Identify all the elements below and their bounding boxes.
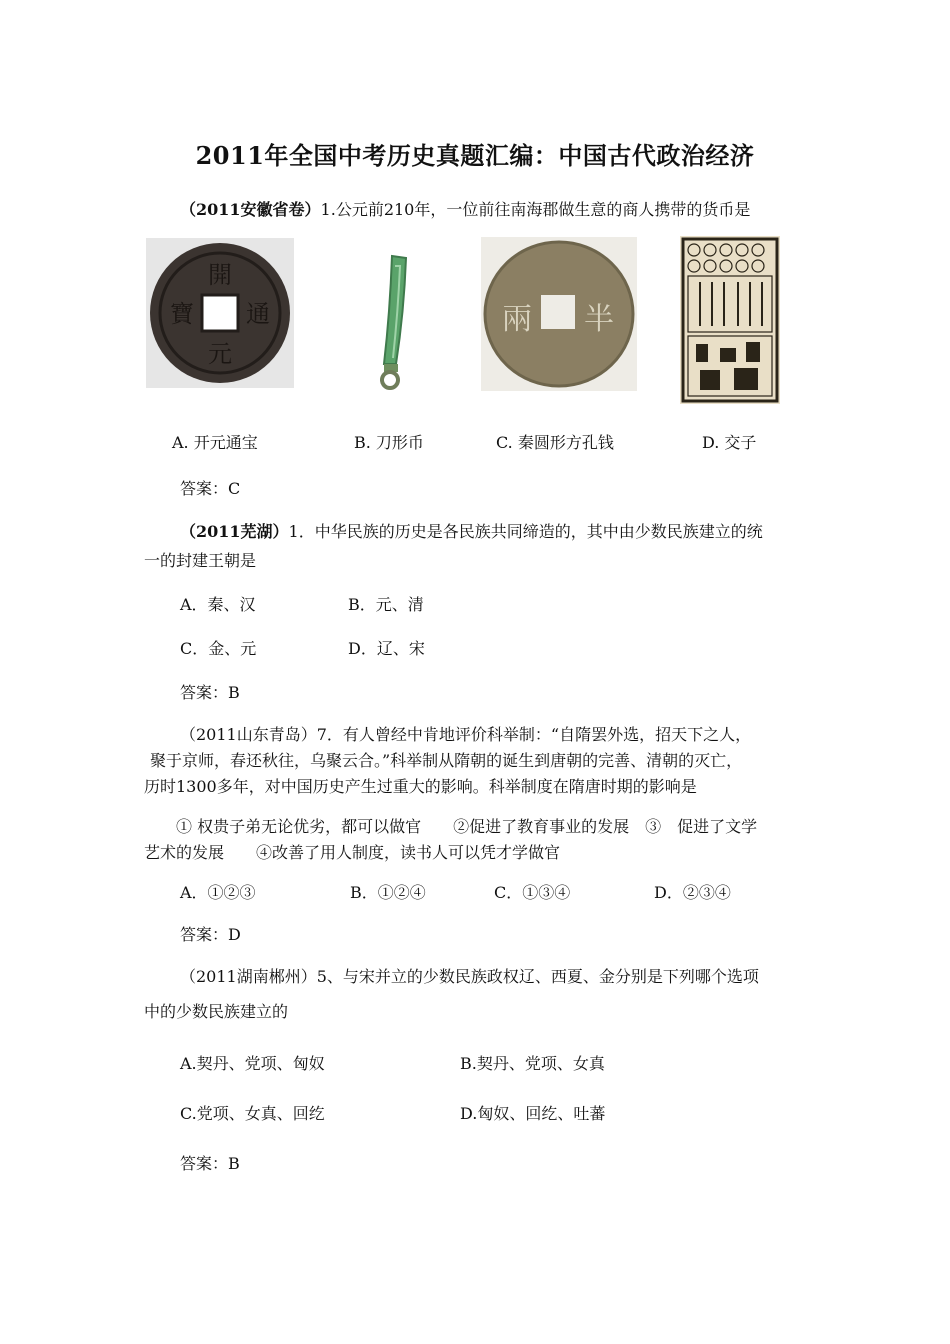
q1-answer: 答案：C xyxy=(180,479,241,498)
q3-stem-1: （2011山东青岛）7．有人曾经中肯地评价科举制：“自隋罢外选，招天下之人， xyxy=(180,725,752,744)
q3-option-a: A．①②③ xyxy=(180,883,256,902)
knife-coin-image xyxy=(362,252,446,392)
q1-option-b: B. 刀形币 xyxy=(354,433,424,452)
q2-stem-2: 一的封建王朝是 xyxy=(144,551,257,570)
q4-answer: 答案：B xyxy=(180,1154,240,1173)
q1-option-c: C. 秦圆形方孔钱 xyxy=(496,433,614,452)
q1-stem: 1.公元前210年，一位前往南海郡做生意的商人携带的货币是 xyxy=(320,200,751,219)
q1-stem-line xyxy=(180,199,750,221)
q4-stem-1: （2011湖南郴州）5、与宋并立的少数民族政权辽、西夏、金分别是下列哪个选项 xyxy=(180,967,759,986)
q3-option-b: B．①②④ xyxy=(350,883,426,902)
jiaozi-image xyxy=(680,236,780,404)
q4-option-a: A.契丹、党项、匈奴 xyxy=(180,1054,325,1073)
q1-option-d: D. 交子 xyxy=(702,433,757,452)
q3-stem-2: 聚于京师，春还秋往，乌聚云合。”科举制从隋朝的诞生到唐朝的完善、清朝的灭亡， xyxy=(150,751,743,770)
q3-option-d: D．②③④ xyxy=(654,883,731,902)
q4-stem-2: 中的少数民族建立的 xyxy=(144,1002,289,1021)
q2-source: （2011芜湖） xyxy=(180,522,289,541)
q2-option-a: A．秦、汉 xyxy=(180,595,256,614)
q2-option-d: D．辽、宋 xyxy=(348,639,425,658)
q2-stem-line xyxy=(180,521,763,543)
q2-stem-1: 1．中华民族的历史是各民族共同缔造的，其中由少数民族建立的统 xyxy=(288,522,763,541)
coin1-char-bottom: 元 xyxy=(208,340,232,368)
coin3-char-left: 兩 xyxy=(502,302,532,337)
q3-items-1: ① 权贵子弟无论优劣，都可以做官 ②促进了教育事业的发展 ③ 促进了文学 xyxy=(176,817,758,836)
q3-items-2: 艺术的发展 ④改善了用人制度，读书人可以凭才学做官 xyxy=(144,843,561,862)
q4-option-d: D.匈奴、回纥、吐蕃 xyxy=(460,1104,606,1123)
coin-qin-banliang-image xyxy=(481,237,637,391)
q2-answer: 答案：B xyxy=(180,683,240,702)
q3-answer: 答案：D xyxy=(180,925,241,944)
page-title: 2011年全国中考历史真题汇编：中国古代政治经济 xyxy=(195,141,755,170)
coin3-char-right: 半 xyxy=(584,302,614,337)
q2-option-c: C．金、元 xyxy=(180,639,257,658)
q4-option-c: C.党项、女真、回纥 xyxy=(180,1104,325,1123)
q2-option-b: B．元、清 xyxy=(348,595,424,614)
coin-kaiyuan-image xyxy=(146,238,294,388)
coin1-char-top: 開 xyxy=(208,261,232,289)
q3-option-c: C．①③④ xyxy=(494,883,571,902)
q4-option-b: B.契丹、党项、女真 xyxy=(460,1054,605,1073)
q3-stem-3: 历时1300多年，对中国历史产生过重大的影响。科举制度在隋唐时期的影响是 xyxy=(144,777,697,796)
q1-source: （2011安徽省卷） xyxy=(180,200,321,219)
coin1-char-left: 寶 xyxy=(170,300,194,328)
q1-option-a: A. 开元通宝 xyxy=(172,433,258,452)
coin1-char-right: 通 xyxy=(246,300,270,328)
